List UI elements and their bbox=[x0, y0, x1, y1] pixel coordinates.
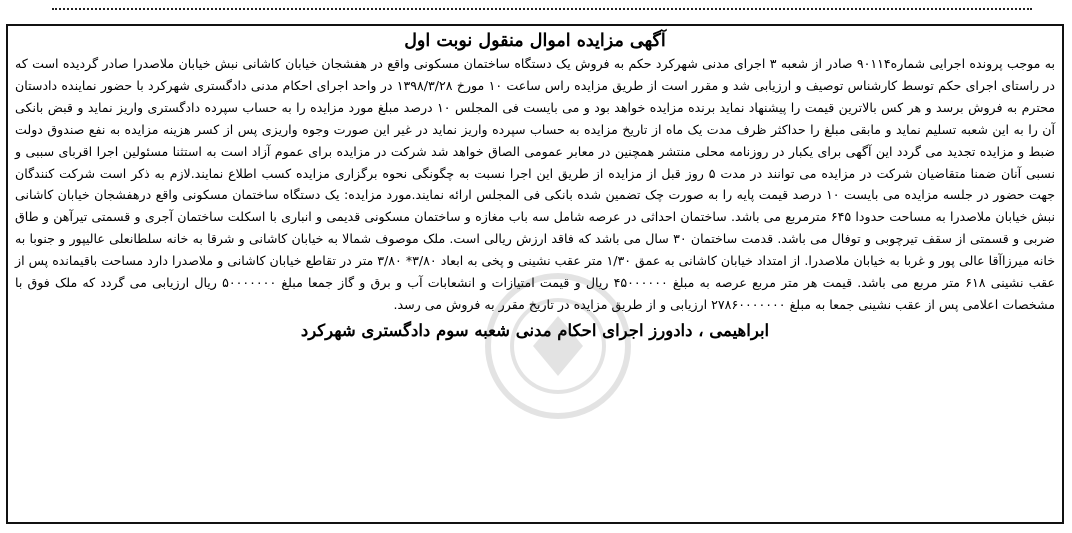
cropped-previous-article bbox=[0, 0, 1072, 14]
notice-signature: ابراهیمی ، دادورز اجرای احکام مدنی شعبه سوم دادگستری شهرکرد bbox=[300, 320, 770, 340]
notice-body: به موجب پرونده اجرایی شماره۹۰۱۱۴ صادر از شعبه ۳ اجرای مدنی شهرکرد حکم به فروش یک دستگاه ساختمان مسکونی واقع در هفشجان خیابان کاشانی نبش خیابان ملاصدرا صادر گردیده است که در راستای اجرای حکم توسط کارشناس توصیف و ارزیابی شد و مقرر است از طریق مزایده راس ساعت ۱۰ مورخ ۱۳۹۸/۳/۲۸ در واحد اجرای احکام مدنی دادگستری شهرکرد با حضور نماینده دادستان محترم به فروش برسد و هر کس بالاترین قیمت را پیشنهاد نماید برنده مزایده خواهد بود و می بایست فی المجلس ۱۰ درصد مبلغ مورد مزایده را به حساب سپرده دادگستری واریز نماید و قبض بانکی آن را به این شعبه تسلیم نماید و مابقی مبلغ را حداکثر ظرف مدت یک ماه از تاریخ مزایده به حساب سپرده واریز نماید در غیر این صورت وجوه واریزی پس از کسر هزینه مزایده به نفع صندوق دولت ضبط و مزایده تجدید می گردد این آگهی برای یکبار در روزنامه محلی منتشر همچنین در معابر عمومی الصاق خواهد شد شرکت در مزایده برای عموم آزاد است به استثنا مسئولین اجرا اقربای سببی و نسبی آنان ضمنا متقاضیان شرکت در مزایده می توانند در مدت ۵ روز قبل از مزایده از طریق این اجرا نسبت به چگونگی نحوه برگزاری مزایده کسب اطلاع نمایند.لازم به ذکر است شرکت کنندگان جهت حضور در جلسه مزایده می بایست ۱۰ درصد قیمت پایه را به صورت چک تضمین شده بانکی فی المجلس ارائه نمایند.مورد مزایده: یک دستگاه ساختمان مسکونی واقع درهفشجان خیابان کاشانی نبش خیابان ملاصدرا به مساحت حدودا ۶۴۵ مترمربع می باشد. ساختمان احداثی در عرصه شامل سه باب مغازه و ساختمان مسکونی قدیمی و انباری با اسکلت ساختمان آجری و قسمتی تیرآهن و طاق ضربی و قسمتی از سقف تیرچوبی و توفال می باشد. قدمت ساختمان ۳۰ سال می باشد که فاقد ارزش ریالی است. ملک موصوف شمالا به خیابان کاشانی و شرقا به خانه سلطانعلی عالیپور و جنوبا به خانه میرزاآقا عالی پور و غربا به خیابان ملاصدرا. از امتداد خیابان کاشانی به عمق ۱/۳۰ متر عقب نشینی و پخی به ابعاد ۳/۸۰* ۳/۸۰ متر در تقاطع خیابان کاشانی و ملاصدرا دارد مساحت باقیمانده پس از عقب نشینی ۶۱۸ متر مربع می باشد. قیمت هر متر مربع عرصه به مبلغ ۴۵۰۰۰۰۰۰ ریال و قیمت امتیازات و انشعابات آب و برق و گاز جمعا مبلغ ۵۰۰۰۰۰۰۰ ریال ارزیابی می گردد که ملک فوق با مشخصات اعلامی پس از عقب نشینی جمعا به مبلغ ۲۷۸۶۰۰۰۰۰۰۰ ارزیابی و از طریق مزایده در تاریخ مقرر به فروش می رسد. bbox=[15, 56, 1056, 312]
notice-title: آگهی مزایده اموال منقول نوبت اول bbox=[404, 31, 666, 51]
cut-edge bbox=[52, 0, 1032, 10]
auction-notice-box bbox=[6, 24, 1064, 524]
